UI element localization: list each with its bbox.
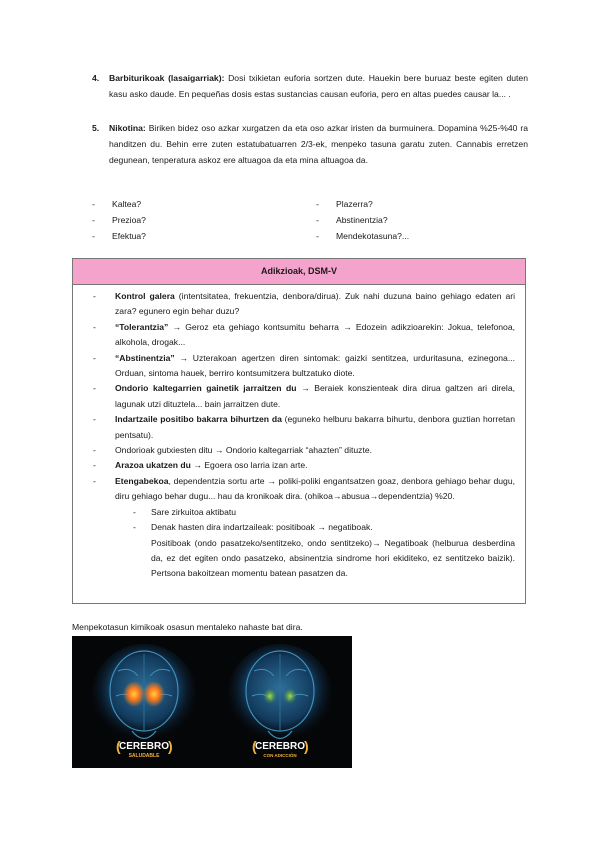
svg-text:): ) xyxy=(168,738,173,754)
question-item: - Plazerra? xyxy=(316,199,373,209)
svg-text:): ) xyxy=(304,738,309,754)
box-sub-continuation: Positiboak (ondo pasatzeko/sentitzeko, ondo sentitzeko)→ Negatiboak (helburua desberdina da, ez det egiten ondo pasatzeko, absinentzia sindrome hori ekiditeko, ez sentitzeko baizik). Pertsona bakoitzean momentu batean pasatzen da. xyxy=(151,537,515,579)
box-body xyxy=(73,285,525,582)
svg-text:SALUDABLE: SALUDABLE xyxy=(128,753,160,759)
list-item-barbiturates xyxy=(92,70,528,102)
questions-right xyxy=(316,196,409,244)
questions-left xyxy=(92,196,146,244)
dsm-box xyxy=(72,258,526,604)
item-number: 5. xyxy=(92,123,100,133)
item-text: Dosi txikietan euforia sortzen dute. Hauekin bere buruaz beste egiten duten kasu asko daude. En pequeñas dosis estas sustancias causan euforia, pero en altas puedes causar la... . xyxy=(109,73,528,99)
question-item: - Efektua? xyxy=(92,231,146,241)
svg-text:CON ADICCIÓN: CON ADICCIÓN xyxy=(263,753,297,758)
question-item: - Kaltea? xyxy=(92,199,142,209)
addicted-brain xyxy=(228,644,332,744)
brain-comparison-image xyxy=(72,636,352,768)
box-bullet: - Etengabekoa, dependentzia sortu arte → poliki-poliki engantsatzen goaz, denbora gehiago behar dugu, diru gehiago behar dugu... hau da kronikoak dira. (ohikoa→abusua→dependentzia) %20. xyxy=(93,475,515,502)
image-caption: Menpekotasun kimikoak osasun mentaleko nahaste bat dira. xyxy=(72,622,303,632)
svg-text:(: ( xyxy=(116,738,121,754)
item-text: Biriken bidez oso azkar xurgatzen da eta oso azkar iristen da burmuinera. Dopamina %25-%40 ra handitzen du. Behin erre zuten estatubatuarren 2/3-ek, menpeko tasuna garatu zuten. Cannabis erretzen degunean, tenperatura askoz ere altuagoa da eta mina altuagoa da. xyxy=(109,123,528,165)
left-brain-label xyxy=(116,738,173,759)
question-item: - Mendekotasuna?... xyxy=(316,231,410,241)
box-bullet: - Ondorioak gutxiesten ditu → Ondorio kaltegarriak “ahazten” dituzte. xyxy=(93,445,372,456)
box-bullet: - Ondorio kaltegarrien gainetik jarraitzen du → Beraiek konszienteak dira dirua galtzen ari direla, lagunak utzi dituztela... bain jarraitzen dute. xyxy=(93,383,515,409)
box-sub-bullet: - Denak hasten dira indartzaileak: positiboak → negatiboak. xyxy=(133,522,373,533)
question-item: - Prezioa? xyxy=(92,215,146,225)
list-item-nicotine xyxy=(92,120,528,168)
svg-text:CEREBRO: CEREBRO xyxy=(254,741,306,752)
healthy-brain xyxy=(92,644,196,744)
item-number: 4. xyxy=(92,73,100,83)
box-title: Adikzioak, DSM-V xyxy=(73,259,525,285)
box-sub-bullet: - Sare zirkuitoa aktibatu xyxy=(133,506,237,517)
svg-text:CEREBRO: CEREBRO xyxy=(118,741,170,752)
item-title: Nikotina: xyxy=(109,123,146,133)
question-item: - Abstinentzia? xyxy=(316,215,388,225)
right-brain-label xyxy=(252,738,309,758)
item-title: Barbiturikoak (lasaigarriak): xyxy=(109,73,225,83)
box-bullet: - Arazoa ukatzen du → Egoera oso larria izan arte. xyxy=(93,460,308,471)
box-bullet: - Kontrol galera (intentsitatea, frekuentzia, denbora/dirua). Zuk nahi duzuna baino gehiago edaten ari zara? egunero egin behar duzu? xyxy=(93,291,515,317)
box-bullet: - “Tolerantzia” → Geroz eta gehiago kontsumitu beharra → Edozein adikzioarekin: Jokua, telefonoa, alkohola, drogak... xyxy=(93,321,515,348)
svg-text:(: ( xyxy=(252,738,257,754)
box-bullet: - “Abstinentzia” → Uzterakoan agertzen diren sintomak: gaizki sentitzea, urduritasuna, ezinegona... Orduan, sintoma hauek, berriro kontsumitzera bultzatuko diote. xyxy=(93,352,515,379)
box-bullet: - Indartzaile positibo bakarra bihurtzen da (eguneko helburu bakarra bihurtu, denbora guztian horretan pentsatu). xyxy=(93,414,515,440)
